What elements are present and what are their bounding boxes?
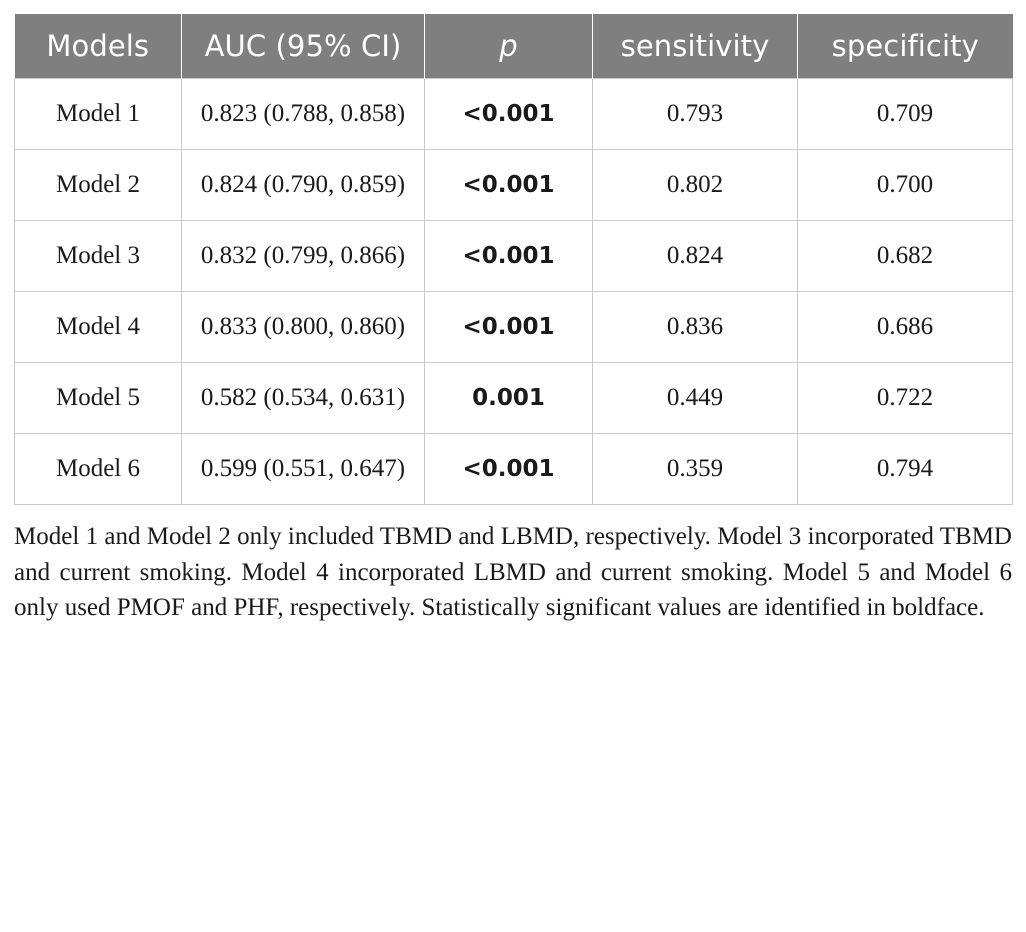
table-row — [15, 292, 1013, 363]
cell-model: Model 1 — [15, 79, 182, 150]
results-table — [14, 14, 1013, 505]
column-header-auc: AUC (95% CI) — [182, 14, 425, 79]
table-row — [15, 150, 1013, 221]
cell-sensitivity: 0.449 — [593, 363, 798, 434]
cell-p: 0.001 — [425, 363, 593, 434]
cell-sensitivity: 0.793 — [593, 79, 798, 150]
table-row — [15, 221, 1013, 292]
cell-p: <0.001 — [425, 292, 593, 363]
cell-p: <0.001 — [425, 150, 593, 221]
cell-auc: 0.832 (0.799, 0.866) — [182, 221, 425, 292]
table-row — [15, 434, 1013, 505]
cell-model: Model 3 — [15, 221, 182, 292]
cell-auc: 0.599 (0.551, 0.647) — [182, 434, 425, 505]
column-header-models: Models — [15, 14, 182, 79]
cell-model: Model 5 — [15, 363, 182, 434]
cell-p: <0.001 — [425, 434, 593, 505]
cell-model: Model 4 — [15, 292, 182, 363]
cell-sensitivity: 0.359 — [593, 434, 798, 505]
cell-specificity: 0.722 — [798, 363, 1013, 434]
cell-auc: 0.833 (0.800, 0.860) — [182, 292, 425, 363]
cell-sensitivity: 0.802 — [593, 150, 798, 221]
cell-specificity: 0.700 — [798, 150, 1013, 221]
cell-auc: 0.582 (0.534, 0.631) — [182, 363, 425, 434]
cell-model: Model 2 — [15, 150, 182, 221]
cell-sensitivity: 0.824 — [593, 221, 798, 292]
cell-specificity: 0.794 — [798, 434, 1013, 505]
table-header — [15, 14, 1013, 79]
cell-p: <0.001 — [425, 79, 593, 150]
table-footnote: Model 1 and Model 2 only included TBMD and LBMD, respectively. Model 3 incorporated TBMD and current smoking. Model 4 incorporated LBMD and current smoking. Model 5 and Model 6 only used PMOF and PHF, respectively. Statistically significant values are identified in boldface. — [14, 523, 1012, 622]
column-header-specificity: specificity — [798, 14, 1013, 79]
cell-auc: 0.824 (0.790, 0.859) — [182, 150, 425, 221]
cell-specificity: 0.682 — [798, 221, 1013, 292]
column-header-sensitivity: sensitivity — [593, 14, 798, 79]
table-header-row — [15, 14, 1013, 79]
table-row — [15, 79, 1013, 150]
cell-specificity: 0.709 — [798, 79, 1013, 150]
cell-sensitivity: 0.836 — [593, 292, 798, 363]
column-header-p: p — [425, 14, 593, 79]
table-body — [15, 79, 1013, 505]
table-row — [15, 363, 1013, 434]
cell-model: Model 6 — [15, 434, 182, 505]
cell-auc: 0.823 (0.788, 0.858) — [182, 79, 425, 150]
cell-p: <0.001 — [425, 221, 593, 292]
cell-specificity: 0.686 — [798, 292, 1013, 363]
